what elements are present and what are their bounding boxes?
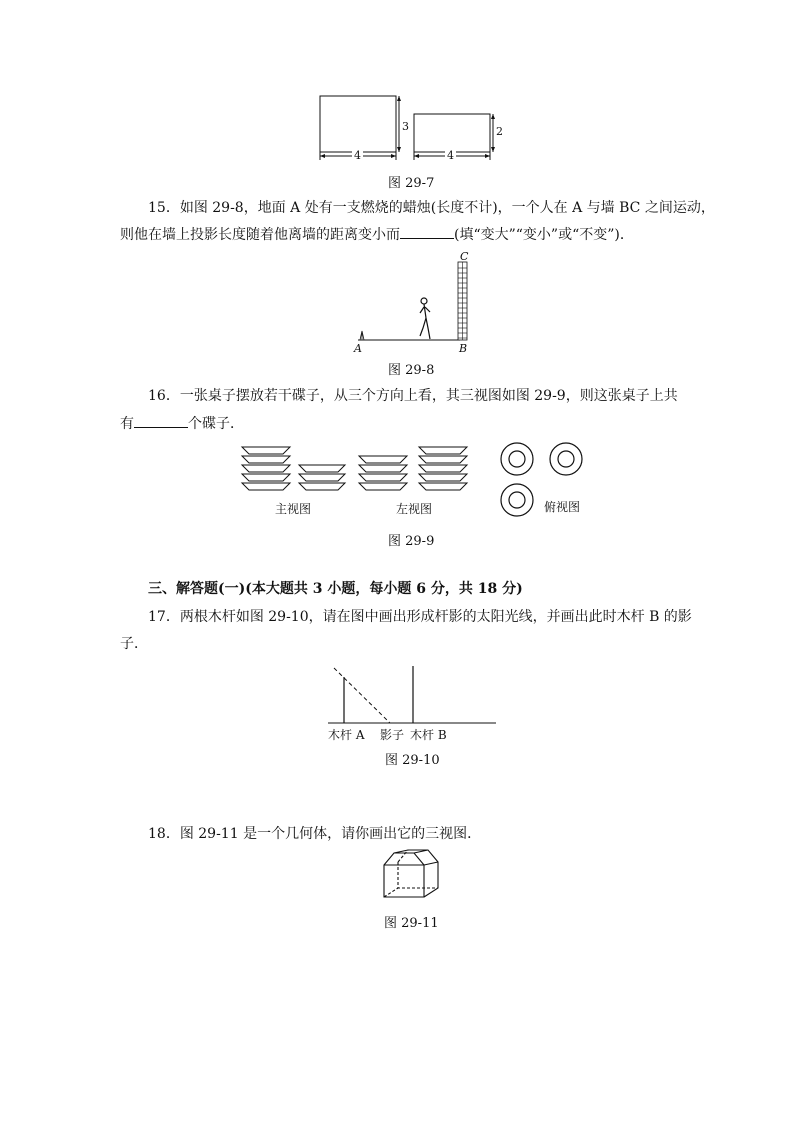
figure-29-11 (380, 850, 460, 906)
front-view-plate (242, 456, 290, 463)
q17-line2: 子． (120, 636, 148, 652)
pole-b-label: 木杆 B (410, 728, 447, 742)
figure-29-8 (350, 250, 480, 350)
q15-line2 (120, 224, 634, 245)
left-view-plate (359, 483, 407, 490)
fig29-8-label-c: C (460, 250, 469, 263)
left-view-plate (419, 474, 467, 481)
left-view-plate (419, 456, 467, 463)
front-view-plate (242, 483, 290, 490)
figure-caption: 图 29-11 (384, 916, 439, 931)
q16-answer-blank[interactable] (134, 413, 188, 428)
q16-line2-after: 个碟子． (188, 416, 244, 432)
q17-line1: 17．两根木杆如图 29-10，请在图中画出形成杆影的太阳光线，并画出此时木杆 B 的影 (148, 609, 692, 625)
shadow-label: 影子 (380, 728, 405, 742)
top-view-label: 俯视图 (544, 500, 581, 514)
pole-a-label: 木杆 A (328, 728, 365, 742)
left-view-plate (359, 474, 407, 481)
dim-left-height: 3 (402, 120, 409, 133)
q15-line2-after: (填“变大”“变小”或“不变”)． (454, 227, 634, 243)
figure-caption: 图 29-7 (388, 176, 435, 191)
left-view-label: 左视图 (396, 502, 433, 516)
q18-line1: 18．图 29-11 是一个几何体，请你画出它的三视图． (148, 826, 482, 842)
front-view-plate (242, 447, 290, 454)
left-view-plate (419, 447, 467, 454)
front-view-label: 主视图 (275, 502, 312, 516)
figure-caption: 图 29-8 (388, 363, 435, 378)
figure-29-10 (326, 664, 501, 726)
q16-line2-before: 有 (120, 416, 134, 432)
front-view-plate (299, 474, 345, 481)
dim-left-width: 4 (354, 149, 361, 162)
q15-answer-blank[interactable] (400, 224, 454, 239)
left-view-plate (419, 483, 467, 490)
front-view-plate (242, 474, 290, 481)
q15-line1: 15．如图 29-8，地面 A 处有一支燃烧的蜡烛(长度不计)，一个人在 A 与墙 BC 之间运动， (148, 200, 715, 216)
left-view-plate (359, 456, 407, 463)
fig29-8-label-b: B (459, 342, 468, 355)
dim-right-width: 4 (447, 149, 454, 162)
figure-caption: 图 29-9 (388, 534, 435, 549)
front-view-plate (242, 465, 290, 472)
figure-caption: 图 29-10 (385, 753, 440, 768)
rect-right (414, 114, 490, 152)
fig29-8-label-a: A (354, 342, 362, 355)
figure-29-7 (310, 90, 510, 160)
section-heading: 三、解答题(一)(本大题共 3 小题，每小题 6 分，共 18 分) (148, 581, 523, 597)
left-view-plate (359, 465, 407, 472)
rect-left (320, 96, 396, 152)
front-view-plate (299, 465, 345, 472)
front-view-plate (299, 483, 345, 490)
sun-ray (334, 668, 390, 723)
dim-right-height: 2 (496, 125, 503, 138)
person-icon (420, 298, 430, 339)
q16-line2 (120, 413, 244, 434)
q15-line2-before: 则他在墙上投影长度随着他离墙的距离变小而 (120, 227, 400, 243)
left-view-plate (419, 465, 467, 472)
q16-line1: 16．一张桌子摆放若干碟子，从三个方向上看，其三视图如图 29-9，则这张桌子上共 (148, 388, 678, 404)
